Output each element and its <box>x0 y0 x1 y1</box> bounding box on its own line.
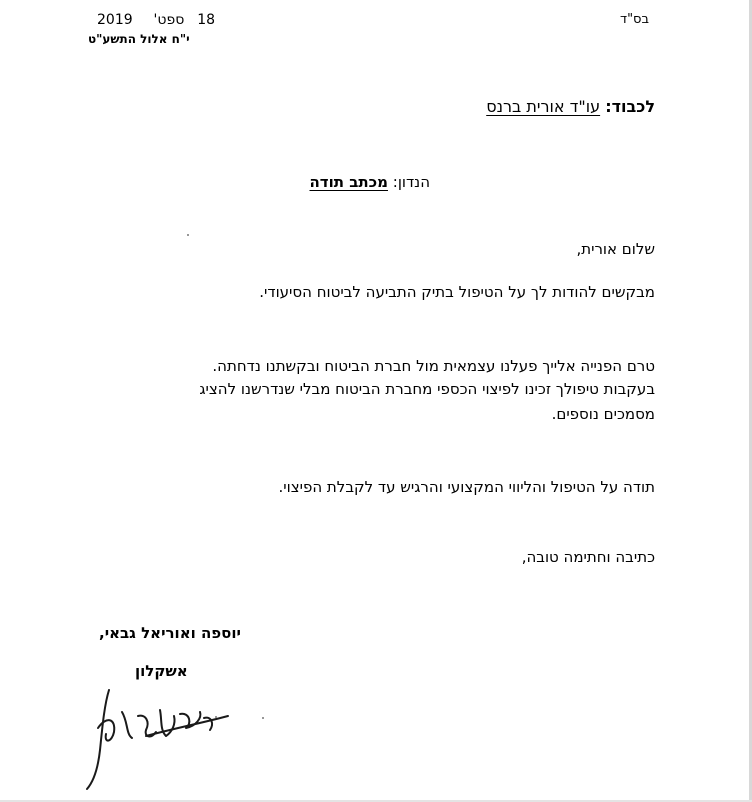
gregorian-month: ספט' <box>153 12 185 28</box>
subject-label: הנדון: <box>392 173 430 191</box>
recipient-line <box>486 99 655 115</box>
bsd-mark: בס"ד <box>619 12 649 27</box>
paragraph-background-line-3: מסמכים נוספים. <box>551 405 655 423</box>
paragraph-background-line-1: טרם הפנייה אלייך פעלנו עצמאית מול חברת הביטוח ובקשתנו נדחתה. <box>212 357 655 375</box>
paragraph-background-line-2: בעקבות טיפולך זכינו לפיצוי הכספי מחברת הביטוח מבלי שנדרשנו להציג <box>199 380 655 398</box>
subject-text: מכתב תודה <box>309 173 388 191</box>
scan-speck <box>187 234 189 236</box>
gregorian-year: 2019 <box>97 12 133 28</box>
handwritten-signature <box>76 686 266 791</box>
recipient-label: לכבוד: <box>605 97 655 116</box>
recipient-name: עו"ד אורית ברנס <box>486 97 601 116</box>
hebrew-date: י"ח אלול התשע"ט <box>88 32 190 46</box>
gregorian-date <box>97 13 215 27</box>
gregorian-day: 18 <box>197 12 216 28</box>
scan-speck <box>215 716 217 718</box>
scan-speck <box>262 717 264 719</box>
greeting: שלום אורית, <box>576 240 655 258</box>
paragraph-gratitude: תודה על הטיפול והליווי המקצועי והרגיש עד לקבלת הפיצוי. <box>278 478 655 496</box>
subject-line <box>309 175 430 190</box>
signatory-city: אשקלון <box>135 662 188 680</box>
signatory-names: יוספה ואוריאל גבאי, <box>99 624 241 642</box>
closing-blessing: כתיבה וחתימה טובה, <box>521 548 655 566</box>
paragraph-thanks: מבקשים להודות לך על הטיפול בתיק התביעה לביטוח הסיעודי. <box>259 283 655 301</box>
